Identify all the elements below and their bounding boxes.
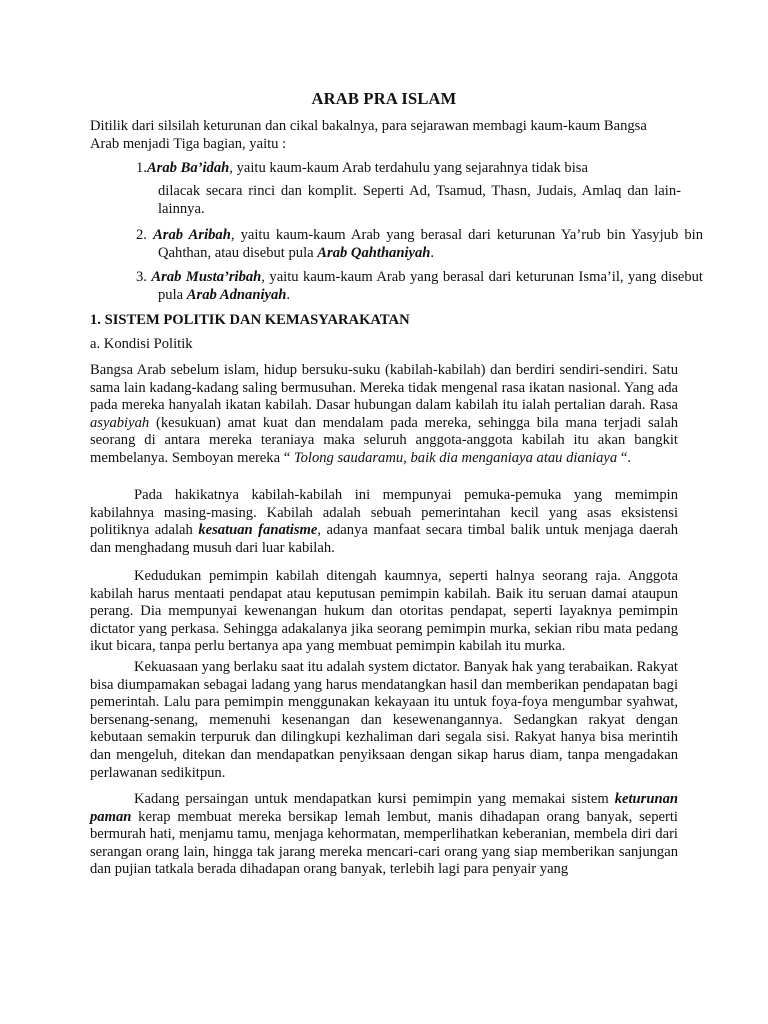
list-number: 2. xyxy=(136,227,147,243)
list-item-2 xyxy=(136,227,703,262)
paragraph-1 xyxy=(90,362,678,468)
list-term: Arab Ba’idah xyxy=(146,160,230,176)
list-text: , yaitu kaum-kaum Arab terdahulu yang sejarahnya tidak bisa xyxy=(229,160,588,176)
list-number: 3. xyxy=(136,269,147,285)
list-end: . xyxy=(286,286,291,303)
paragraph-text: (kesukuan) amat kuat dan mendalam pada mereka, sehingga bila mana terjadi salah seorang di antara mereka teraniaya maka seluruh anggota-anggota kabilah itu akan bangkit membelanya. Semboyan mereka “ xyxy=(90,414,678,466)
italic-quote: Tolong saudaramu, baik dia menganiaya atau dianiaya xyxy=(293,449,618,466)
paragraph-text: Bangsa Arab sebelum islam, hidup bersuku-suku (kabilah-kabilah) dan berdiri sendiri-sendiri. Satu sama lain kadang-kadang saling bermusuhan. Mereka tidak mengenal rasa ikatan nasional. Yang ada pada mereka hanyalah ikatan kabilah. Dasar hubungan dalam kabilah itu ialah pertalian darah. Rasa xyxy=(90,362,678,414)
page-title: ARAB PRA ISLAM xyxy=(311,89,457,108)
paragraph-text: Pada hakikatnya kabilah-kabilah ini mempunyai pemuka-pemuka yang memimpin kabilahnya masing-masing. Kabilah adalah sebuah pemerintahan kecil yang asas eksistensi politiknya adalah xyxy=(90,487,678,539)
section-heading: 1. SISTEM POLITIK DAN KEMASYARAKATAN xyxy=(90,312,410,328)
list-number: 1. xyxy=(136,160,147,176)
list-term-alt: Arab Adnaniyah xyxy=(186,286,287,303)
paragraph-text: “. xyxy=(617,449,631,466)
list-item-1 xyxy=(136,160,681,178)
paragraph-text: Kadang persaingan untuk mendapatkan kursi pemimpin yang memakai sistem xyxy=(134,791,615,807)
paragraph-4: Kekuasaan yang berlaku saat itu adalah system dictator. Banyak hak yang terabaikan. Rakyat bisa diumpamakan sebagai ladang yang harus mendatangkan hasil dan memberikan pendapatan bagi pemerintah. Lalu para pemimpin menggunakan kekayaan itu untuk foya-foya mengumbar syahwat, bersenang-senang, memenuhi kesenangan dan kesewenangannya. Sedangkan rakyat dengan kebutaan semakin terpuruk dan dilingkupi kezhaliman dari segala sisi. Rakyat hanya bisa merintih dan mengeluh, ditekan dan mendapatkan penyiksaan dengan sikap harus diam, tanpa mengadakan perlawanan sedikitpun. xyxy=(90,659,678,781)
list-term: Arab Aribah xyxy=(153,227,231,243)
list-item-3 xyxy=(136,269,703,304)
list-term-alt: Arab Qahthaniyah xyxy=(317,244,431,261)
paragraph-3: Kedudukan pemimpin kabilah ditengah kaumnya, seperti halnya seorang raja. Anggota kabilah harus mentaati pendapat atau keputusan pemimpin kabilah. Baik itu seruan damai ataupun perang. Dia mempunyai kewenangan hukum dan otoritas pendapat, seperti layaknya pemimpin dictator yang perkasa. Sehingga adakalanya jika seorang pemimpin murka, sekian ribu mata pedang ikut bicara, tanpa perlu bertanya apa yang membuat pemimpin kabilah itu murka. xyxy=(90,568,678,655)
list-text: , yaitu kaum-kaum Arab yang berasal dari keturunan Ya’rub bin Yasyjub bin Qahthan, atau disebut pula xyxy=(158,227,704,261)
list-text: , yaitu kaum-kaum Arab yang berasal dari keturunan Isma’il, yang disebut pula xyxy=(158,269,703,303)
paragraph-text: kerap membuat mereka bersikap lemah lembut, manis dihadapan orang banyak, seperti bermurah hati, menjamu tamu, menjaga kehormatan, memperlihatkan keberanian, membela diri dari serangan orang lain, hingga tak jarang mereka mencari-cari orang yang siap memberikan sanjungan dan pujian tatkala berada dihadapan orang banyak, terlebih lagi para penyair yang xyxy=(90,808,678,878)
paragraph-text: , adanya manfaat secara timbal balik untuk menjaga daerah dan menghadang musuh dari luar kabilah. xyxy=(90,522,678,556)
intro-paragraph: Ditilik dari silsilah keturunan dan cikal bakalnya, para sejarawan membagi kaum-kaum Bangsa Arab menjadi Tiga bagian, yaitu : xyxy=(90,118,647,152)
bold-italic-term: kesatuan fanatisme xyxy=(198,522,318,539)
paragraph-5 xyxy=(90,791,678,879)
bold-italic-term: keturunan paman xyxy=(90,791,678,825)
subsection-heading: a. Kondisi Politik xyxy=(90,336,193,352)
list-end: . xyxy=(430,244,435,261)
list-term: Arab Musta’ribah xyxy=(151,269,262,285)
italic-term: asyabiyah xyxy=(90,414,150,431)
paragraph-2 xyxy=(90,487,678,557)
list-item-1-continuation: dilacak secara rinci dan komplit. Seperti Ad, Tsamud, Thasn, Judais, Amlaq dan lain-lainnya. xyxy=(158,183,681,217)
